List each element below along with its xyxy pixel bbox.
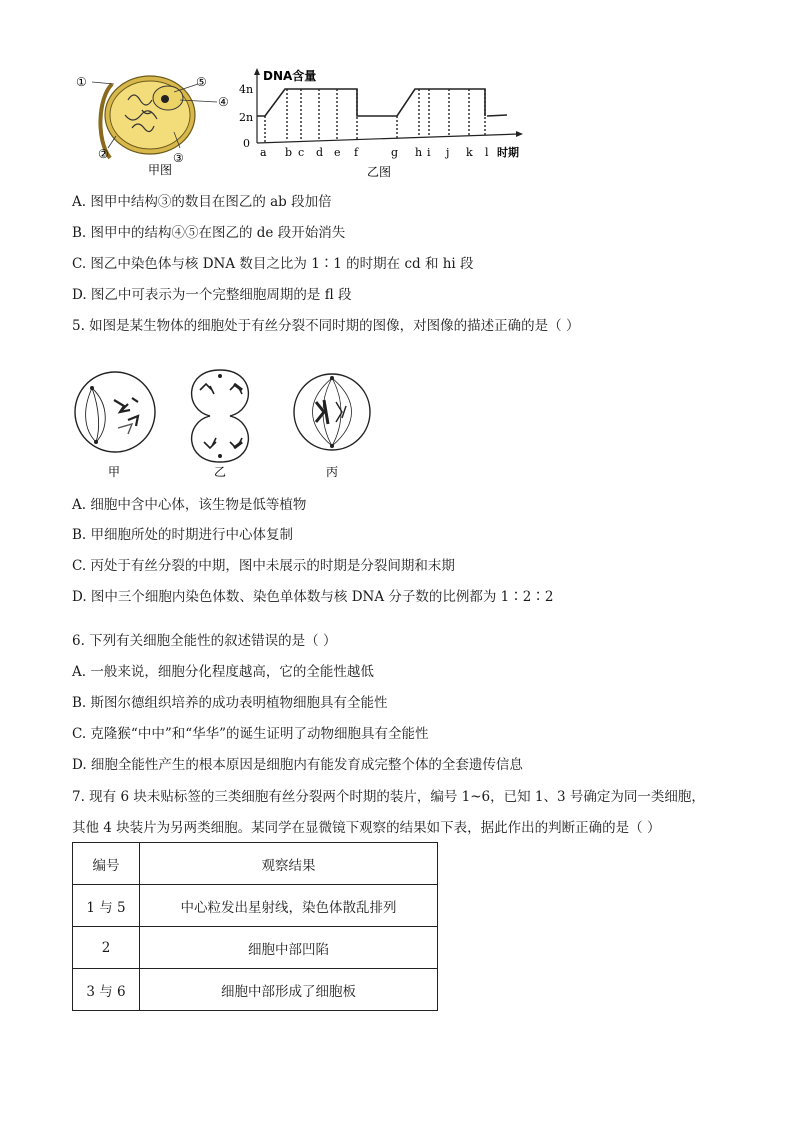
q7-stem-line1: 7. 现有 6 块未贴标签的三类细胞有丝分裂两个时期的装片，编号 1~6，已知 1、3 号确定为同一类细胞， [72,789,705,805]
table-header-row [73,843,438,885]
table-header-number: 编号 [73,843,140,885]
q4-option-c: C. 图乙中染色体与核 DNA 数目之比为 1∶1 的时期在 cd 和 hi 段 [72,256,474,272]
xtick-c: c [298,146,305,159]
table-header-result: 观察结果 [140,843,438,885]
table-row [73,927,438,969]
q6-option-d: D. 细胞全能性产生的根本原因是细胞内有能发育成完整个体的全套遗传信息 [72,757,523,773]
table-row [73,885,438,927]
cell-bing [294,374,370,450]
xtick-h: h [415,146,423,159]
ytick-2n: 2n [239,111,254,124]
xtick-f: f [354,146,359,159]
cell-jia [75,372,155,452]
ytick-0: 0 [243,137,250,150]
cell-caption: 甲图 [148,163,173,177]
dna-graph [235,66,535,180]
xtick-l: l [485,146,489,159]
xtick-g: g [391,146,399,159]
table-cell-number: 2 [73,927,140,969]
q7-stem-line2: 其他 4 块装片为另两类细胞。某同学在显微镜下观察的结果如下表，据此作出的判断正确的是（ ） [72,820,661,836]
q4-option-d: D. 图乙中可表示为一个完整细胞周期的是 fl 段 [72,287,352,303]
label-yi: 乙 [214,465,227,479]
q6-option-b: B. 斯图尔德组织培养的成功表明植物细胞具有全能性 [72,695,388,711]
q5-option-c: C. 丙处于有丝分裂的中期，图中未展示的时期是分裂间期和末期 [72,558,455,574]
table-cell-result: 中心粒发出星射线，染色体散乱排列 [140,885,438,927]
x-axis-label: 时期 [497,146,519,159]
q6-option-a: A. 一般来说，细胞分化程度越高，它的全能性越低 [72,664,374,680]
table-row [73,969,438,1011]
xtick-j: j [446,146,450,159]
q5-option-a: A. 细胞中含中心体，该生物是低等植物 [72,497,307,513]
q5-option-b: B. 甲细胞所处的时期进行中心体复制 [72,527,294,543]
table-cell-result: 细胞中部凹陷 [140,927,438,969]
xtick-k: k [466,146,473,159]
label-3: ③ [173,151,184,165]
graph-caption: 乙图 [367,165,392,179]
cell-yi [192,370,249,462]
label-1: ① [76,75,87,89]
q4-option-b: B. 图甲中的结构④⑤在图乙的 de 段开始消失 [72,225,346,241]
xtick-i: i [427,146,431,159]
label-2: ② [98,147,109,161]
xtick-d: d [316,146,324,159]
q6-stem: 6. 下列有关细胞全能性的叙述错误的是（ ） [72,633,337,649]
y-axis-label: DNA含量 [263,69,317,83]
q5-option-d: D. 图中三个细胞内染色体数、染色单体数与核 DNA 分子数的比例都为 1∶2∶2 [72,589,554,605]
xtick-b: b [285,146,293,159]
mitosis-figures [70,350,380,482]
label-bing: 丙 [326,465,339,479]
q6-option-c: C. 克隆猴“中中”和“华华”的诞生证明了动物细胞具有全能性 [72,726,429,742]
observation-table [72,842,438,1011]
q4-option-a: A. 图甲中结构③的数目在图乙的 ab 段加倍 [72,194,332,210]
xtick-a: a [260,146,267,159]
table-cell-number: 3 与 6 [73,969,140,1011]
label-4: ④ [218,95,229,109]
xtick-e: e [334,146,341,159]
ytick-4n: 4n [239,83,254,96]
q5-stem: 5. 如图是某生物体的细胞处于有丝分裂不同时期的图像，对图像的描述正确的是（ ） [72,318,580,334]
label-jia: 甲 [108,465,121,479]
cell-diagram [70,70,250,180]
table-cell-result: 细胞中部形成了细胞板 [140,969,438,1011]
label-5: ⑤ [196,75,207,89]
table-cell-number: 1 与 5 [73,885,140,927]
nucleolus [161,95,169,103]
dna-curve [257,89,485,116]
